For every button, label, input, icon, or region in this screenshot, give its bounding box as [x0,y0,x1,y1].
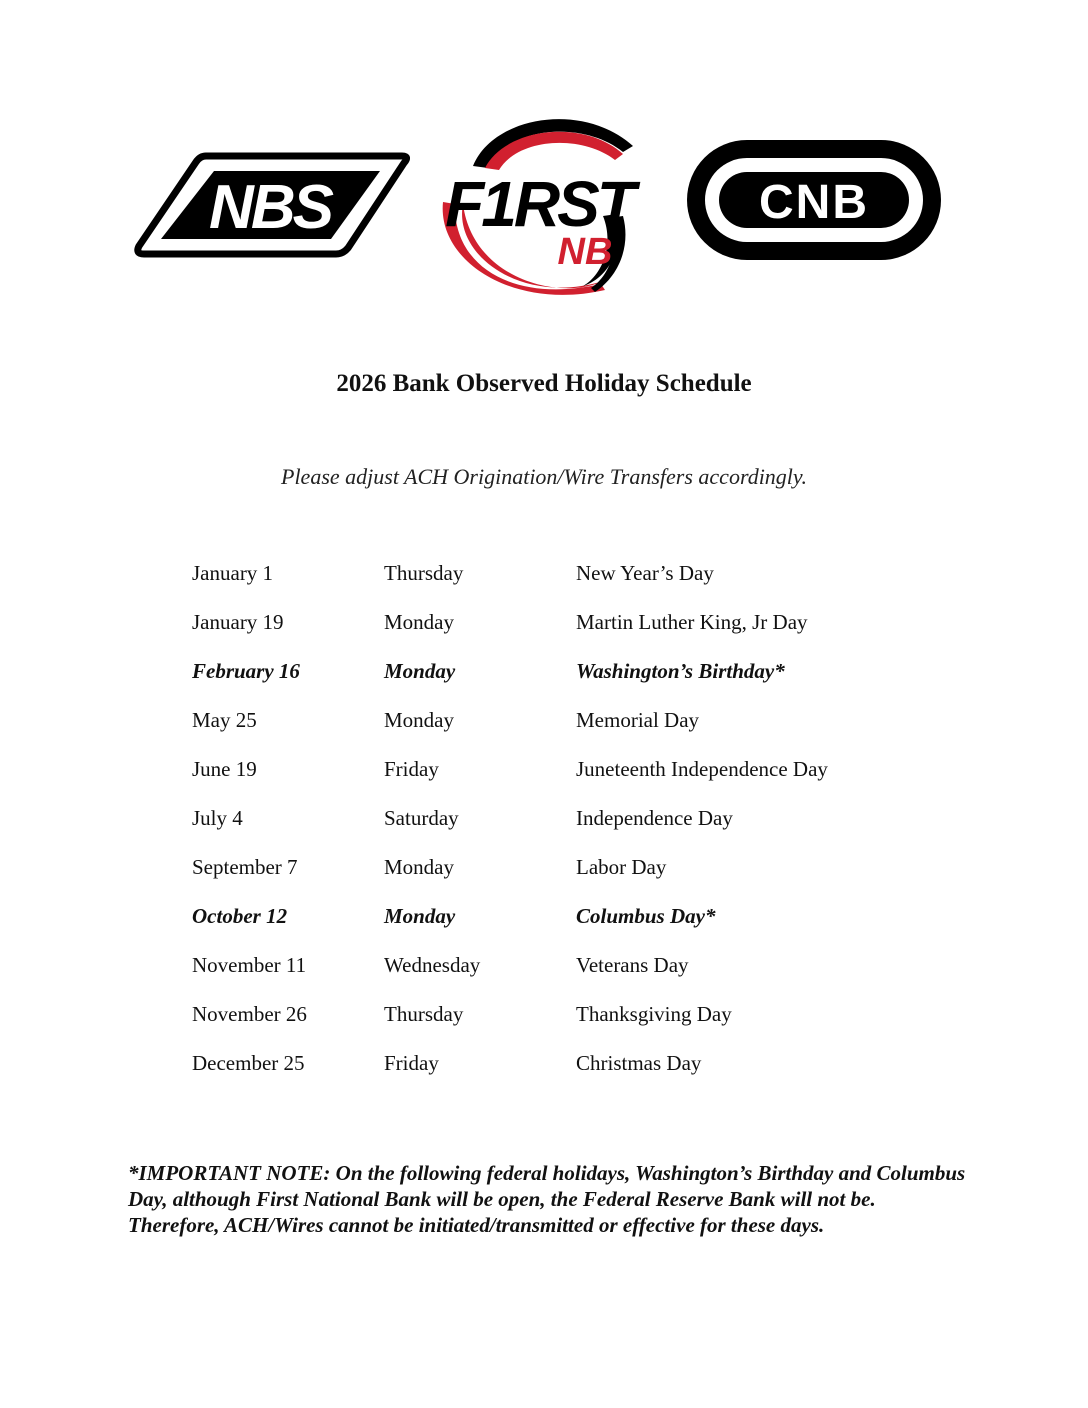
holiday-name: Juneteenth Independence Day [576,757,828,781]
holiday-date: February 16 [192,659,300,683]
first-nb-logo [433,106,649,298]
holiday-weekday: Wednesday [384,953,481,977]
holiday-weekday: Monday [384,904,456,928]
holiday-date: November 26 [192,1002,307,1026]
nbs-logo [134,152,410,258]
holiday-date: December 25 [192,1051,305,1075]
page-title: 2026 Bank Observed Holiday Schedule [336,370,752,397]
page-subtitle: Please adjust ACH Origination/Wire Transfers accordingly. [281,464,807,489]
holiday-row [192,757,912,806]
holiday-date: September 7 [192,855,298,879]
first-nb-logo-text: F1RST [445,168,633,240]
holiday-list [192,561,912,1100]
holiday-date: January 1 [192,561,274,585]
holiday-row [192,610,912,659]
holiday-row [192,855,912,904]
holiday-row [192,904,912,953]
holiday-row [192,708,912,757]
cnb-logo-text: CNB [759,176,869,229]
holiday-row [192,659,912,708]
cnb-logo [683,136,945,266]
nbs-logo-text: NBS [209,173,331,242]
logo-row [0,100,1088,300]
holiday-weekday: Friday [384,757,439,781]
holiday-date: January 19 [192,610,284,634]
holiday-date: November 11 [192,953,307,977]
holiday-weekday: Thursday [384,1002,464,1026]
holiday-row [192,1002,912,1051]
holiday-row [192,806,912,855]
holiday-name: Independence Day [576,806,733,830]
holiday-name: Thanksgiving Day [576,1002,732,1026]
holiday-name: Washington’s Birthday* [576,659,785,683]
holiday-name: Columbus Day* [576,904,716,928]
holiday-name: Labor Day [576,855,667,879]
holiday-date: October 12 [192,904,288,928]
holiday-row [192,953,912,1002]
holiday-weekday: Friday [384,1051,439,1075]
holiday-weekday: Monday [384,659,456,683]
holiday-weekday: Monday [384,610,454,634]
holiday-weekday: Monday [384,855,454,879]
holiday-name: Memorial Day [576,708,700,732]
holiday-weekday: Saturday [384,806,459,830]
holiday-name: Martin Luther King, Jr Day [576,610,808,634]
holiday-name: Veterans Day [576,953,689,977]
holiday-weekday: Thursday [384,561,464,585]
holiday-row [192,1051,912,1100]
holiday-name: New Year’s Day [576,561,714,585]
holiday-weekday: Monday [384,708,454,732]
first-nb-logo-subtext: NB [557,231,613,273]
holiday-date: June 19 [192,757,257,781]
holiday-date: May 25 [192,708,257,732]
important-note: *IMPORTANT NOTE: On the following federal holidays, Washington’s Birthday and Columbus Day, although First National Bank will be open, the Federal Reserve Bank will not be. Therefore, ACH/Wires cannot be initiated/transmitted or effective for these days. [128,1161,966,1237]
holiday-name: Christmas Day [576,1051,702,1075]
holiday-date: July 4 [192,806,243,830]
holiday-row [192,561,912,610]
